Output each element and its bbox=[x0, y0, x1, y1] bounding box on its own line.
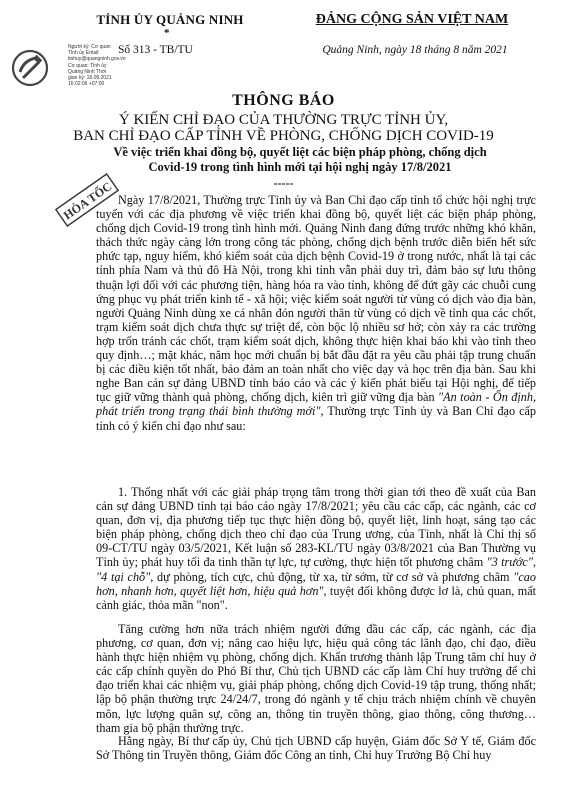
item-1-motto-2: "4 tại chỗ" bbox=[96, 569, 151, 584]
party-emblem-icon bbox=[6, 38, 68, 96]
item-1-motto-1: "3 trước" bbox=[486, 555, 533, 570]
paragraph-item-1 bbox=[96, 485, 536, 612]
document-type-title: THÔNG BÁO bbox=[232, 92, 335, 109]
document-number: Số 313 - TB/TU bbox=[118, 44, 193, 56]
title-line-2: BAN CHỈ ĐẠO CẤP TỈNH VỀ PHÒNG, CHỐNG DỊCH COVID-19 bbox=[73, 128, 494, 144]
party-name-heading: ĐẢNG CỘNG SẢN VIỆT NAM bbox=[315, 12, 509, 27]
issuing-organization: TỈNH ỦY QUẢNG NINH bbox=[96, 12, 244, 27]
document-date: Quảng Ninh, ngày 18 tháng 8 năm 2021 bbox=[322, 44, 508, 56]
intro-text-a: Ngày 17/8/2021, Thường trực Tỉnh ủy và Ban Chỉ đạo cấp tỉnh tổ chức hội nghị trực tuyến với các địa phương về việc triển khai đồng bộ, quyết liệt các biện pháp phòng, chống dịch Covid-19 trong tình hình mới. Quảng Ninh đang đứng trước những khó khăn, thách thức ngày càng lớn trong công tác phòng, chống dịch bệnh trước diễn biến hết sức phức tạp, nguy hiểm, khó kiểm soát của dịch bệnh Covid-19 ở trong nước, nhất là tại các tỉnh phía Nam và thủ đô Hà Nội, trong khi tỉnh vẫn phải duy trì, đảm bảo sự lưu thông thuận lợi đối với các phương tiện, hàng hóa ra vào tỉnh, không để đứt gãy các chuỗi cung ứng phục vụ phát triển kinh tế - xã hội; việc kiểm soát người từ vùng có dịch vào địa bàn, người Quảng Ninh dùng xe cá nhân đón người thân từ vùng có dịch về tỉnh qua các chốt, trạm kiểm soát dịch chưa thực sự triệt để, còn bộc lộ nhiều sơ hở; còn xảy ra các trường hợp trốn tránh các chốt, trạm kiểm soát dịch, không thực hiện khai báo khi vào tỉnh theo quy định…; mặt khác, năm học mới chuẩn bị bắt đầu đặt ra yêu cầu phải tập trung chuẩn bị các điều kiện tốt nhất, bảo đảm an toàn nhất cho việc dạy và học trên địa bàn. Sau khi nghe Ban cán sự đảng UBND tỉnh báo cáo và các ý kiến phát biểu tại Hội nghị, để tiếp tục giữ vững thành quả phòng, chống dịch, kiên trì giữ vững địa bàn bbox=[96, 193, 536, 405]
digital-signature-stamp: Người ký: Cơ quan Tỉnh ủy Email: tinhuy@quangninh.gov.vn Cơ quan: Tỉnh ủy Quảng Ninh Thời gian ký: 18.08.2021 16:02:06 +07:00 bbox=[68, 44, 126, 88]
intro-text-b: , Thường trực Tỉnh ủy và Ban Chỉ đạo cấp tỉnh có ý kiến chỉ đạo như sau: bbox=[96, 404, 536, 433]
star-mark: * bbox=[164, 27, 170, 39]
item-1-text-c: , tuyệt đối không được lơ là, chủ quan, mất cảnh giác, thỏa mãn "non". bbox=[96, 583, 536, 612]
document-subject: Về việc triển khai đồng bộ, quyết liệt các biện pháp phòng, chống dịch Covid-19 trong tình hình mới tại hội nghị ngày 17/8/2021 bbox=[113, 145, 487, 174]
paragraph-daily: Hằng ngày, Bí thư cấp ủy, Chủ tịch UBND cấp huyện, Giám đốc Sở Y tế, Giám đốc Sở Thông tin Truyền thông, Giám đốc Công an tỉnh, Chỉ huy Trưởng Bộ Chỉ huy bbox=[96, 734, 536, 763]
title-separator: ----- bbox=[273, 176, 294, 190]
item-1-text-b: , dự phòng, tích cực, chủ động, từ xa, từ sớm, từ cơ sở và phương châm bbox=[150, 569, 514, 584]
item-1-text-a: ; yêu cầu các cấp, các ngành, các cơ quan, đơn vị, địa phương tiếp tục thực hiện đồng bộ, quyết liệt, linh hoạt, sáng tạo các biện pháp phòng, chống dịch theo chỉ đạo của Trung ương, của Tỉnh, nhất là Chỉ thị số 09-CT/TU ngày 03/5/2021, Kết luận số 283-KL/TU ngày 03/8/2021 của Ban Thường vụ Tỉnh ủy; phát huy tối đa tinh thần tự lực, tự cường, thực hiện tốt phương châm bbox=[96, 499, 536, 570]
item-1-lead: 1. Thống nhất với các giải pháp trọng tâm trong thời gian tới theo đề xuất của Ban cán sự đảng UBND tỉnh tại báo cáo ngày 17/8/2021 bbox=[96, 485, 536, 514]
intro-motto: "An toàn - Ổn định, phát triển trong trạng thái bình thường mới" bbox=[96, 390, 536, 419]
item-1-separator: , bbox=[532, 555, 536, 570]
title-line-1: Ý KIẾN CHỈ ĐẠO CỦA THƯỜNG TRỰC TỈNH ỦY, bbox=[118, 112, 449, 128]
item-1-motto-3: "cao hơn, nhanh hơn, quyết liệt hơn, hiệu quả hơn" bbox=[96, 569, 536, 598]
urgent-stamp-text: HỎA TỐC bbox=[60, 179, 115, 223]
paragraph-intro bbox=[96, 193, 536, 433]
paragraph-responsibility: Tăng cường hơn nữa trách nhiệm người đứng đầu các cấp, các ngành, các địa phương, cơ quan, đơn vị; nâng cao hiệu lực, hiệu quả công tác lãnh đạo, chỉ đạo, điều hành thực hiện nhiệm vụ phòng, chống dịch. Khẩn trương thành lập Trung tâm chỉ huy ở các cấp chính quyền do Phó Bí thư, Chủ tịch UBND các cấp làm Chỉ huy trưởng để chỉ đạo triển khai các nhiệm vụ, giải pháp phòng, chống dịch Covid-19 tập trung, thống nhất; lập bộ phận thường trực 24/24/7, trong đó ngành y tế chịu trách nhiệm chính về chuyên môn, lực lượng quân sự, công an, thông tin truyền thông, giao thông, công thương… tham gia bộ phận thường trực. bbox=[96, 622, 536, 735]
